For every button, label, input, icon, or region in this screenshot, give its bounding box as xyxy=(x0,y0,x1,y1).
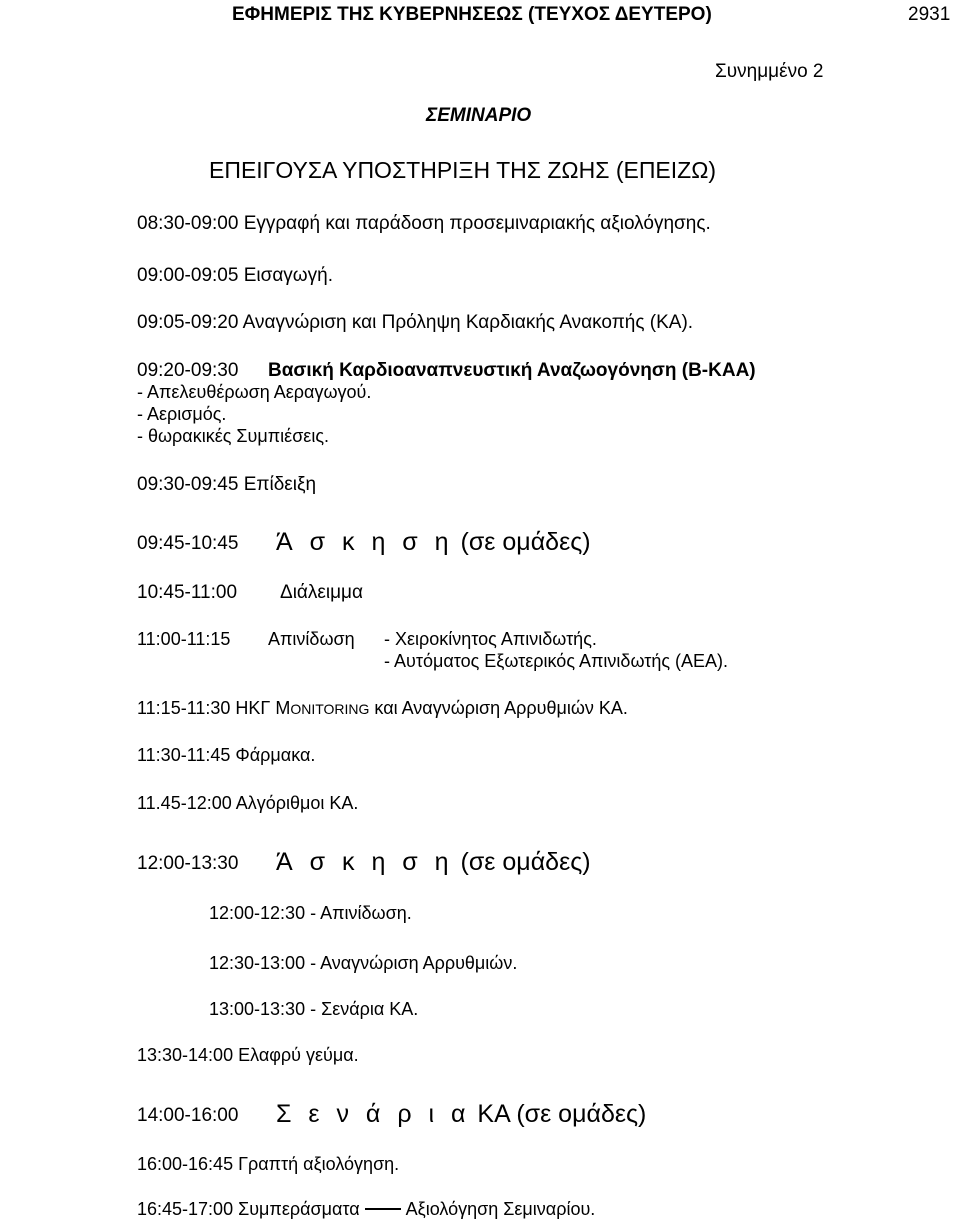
em-dash xyxy=(365,1208,401,1210)
defibrillation-item-manual: - Χειροκίνητος Απινιδωτής. xyxy=(384,629,597,649)
schedule-item-demonstration: 09:30-09:45 Επίδειξη xyxy=(137,474,317,495)
schedule-time-bls: 09:20-09:30 xyxy=(137,360,239,381)
defibrillation-item-aed: - Αυτόματος Εξωτερικός Απινιδωτής (ΑΕΑ). xyxy=(384,651,729,671)
schedule-time-exercise-1: 09:45-10:45 xyxy=(137,533,239,554)
exercise-2-sub-arrhythmias: 12:30-13:00 - Αναγνώριση Αρρυθμιών. xyxy=(209,953,518,973)
schedule-item-arrest-prevention: 09:05-09:20 Αναγνώριση και Πρόληψη Καρδιακής Ανακοπής (ΚΑ). xyxy=(137,312,694,333)
schedule-item-introduction: 09:00-09:05 Εισαγωγή. xyxy=(137,265,333,286)
schedule-title-bls: Βασική Καρδιοαναπνευστική Αναζωογόνηση (Β-ΚΑΑ) xyxy=(268,360,756,381)
document-title: ΕΠΕΙΓΟΥΣΑ ΥΠΟΣΤΗΡΙΞΗ ΤΗΣ ΖΩΗΣ (ΕΠΕΙΖΩ) xyxy=(209,157,717,183)
gazette-header-title: ΕΦΗΜΕΡΙΣ ΤΗΣ ΚΥΒΕΡΝΗΣΕΩΣ (ΤΕΥΧΟΣ ΔΕΥΤΕΡΟ) xyxy=(232,4,712,25)
schedule-title-exercise-1: Ά σ κ η σ η (σε ομάδες) xyxy=(276,528,591,556)
annex-label: Συνημμένο 2 xyxy=(715,61,824,82)
schedule-item-registration: 08:30-09:00 Εγγραφή και παράδοση προσεμιναριακής αξιολόγησης. xyxy=(137,213,711,234)
bls-item-compressions: - θωρακικές Συμπιέσεις. xyxy=(137,426,329,446)
exercise-2-sub-scenarios: 13:00-13:30 - Σενάρια ΚΑ. xyxy=(209,999,419,1019)
bls-item-ventilation: - Αερισμός. xyxy=(137,404,227,424)
schedule-time-defibrillation: 11:00-11:15 xyxy=(137,629,231,649)
exercise-2-sub-defibrillation: 12:00-12:30 - Απινίδωση. xyxy=(209,903,412,923)
schedule-item-written-exam: 16:00-16:45 Γραπτή αξιολόγηση. xyxy=(137,1154,400,1174)
schedule-item-conclusions: 16:45-17:00 Συμπεράσματα Αξιολόγηση Σεμιναρίου. xyxy=(137,1199,596,1219)
schedule-title-break: Διάλειμμα xyxy=(280,582,363,603)
schedule-label-defibrillation: Απινίδωση xyxy=(268,629,355,649)
page-number: 2931 xyxy=(908,4,951,25)
schedule-time-break: 10:45-11:00 xyxy=(137,582,238,603)
schedule-title-scenarios: Σ ε ν ά ρ ι α ΚΑ (σε ομάδες) xyxy=(276,1100,647,1128)
bls-item-airway: - Απελευθέρωση Αεραγωγού. xyxy=(137,382,372,402)
schedule-time-exercise-2: 12:00-13:30 xyxy=(137,853,239,874)
schedule-item-lunch: 13:30-14:00 Ελαφρύ γεύμα. xyxy=(137,1045,359,1065)
schedule-time-scenarios: 14:00-16:00 xyxy=(137,1105,239,1126)
seminar-label: ΣΕΜΙΝΑΡΙΟ xyxy=(426,105,532,126)
schedule-item-drugs: 11:30-11:45 Φάρμακα. xyxy=(137,745,316,765)
schedule-item-algorithms: 11.45-12:00 Αλγόριθμοι ΚΑ. xyxy=(137,793,359,813)
schedule-title-exercise-2: Ά σ κ η σ η (σε ομάδες) xyxy=(276,848,591,876)
schedule-item-ecg-monitoring: 11:15-11:30 ΗΚΓ MONITORING και Αναγνώριση Αρρυθμιών ΚΑ. xyxy=(137,698,628,718)
